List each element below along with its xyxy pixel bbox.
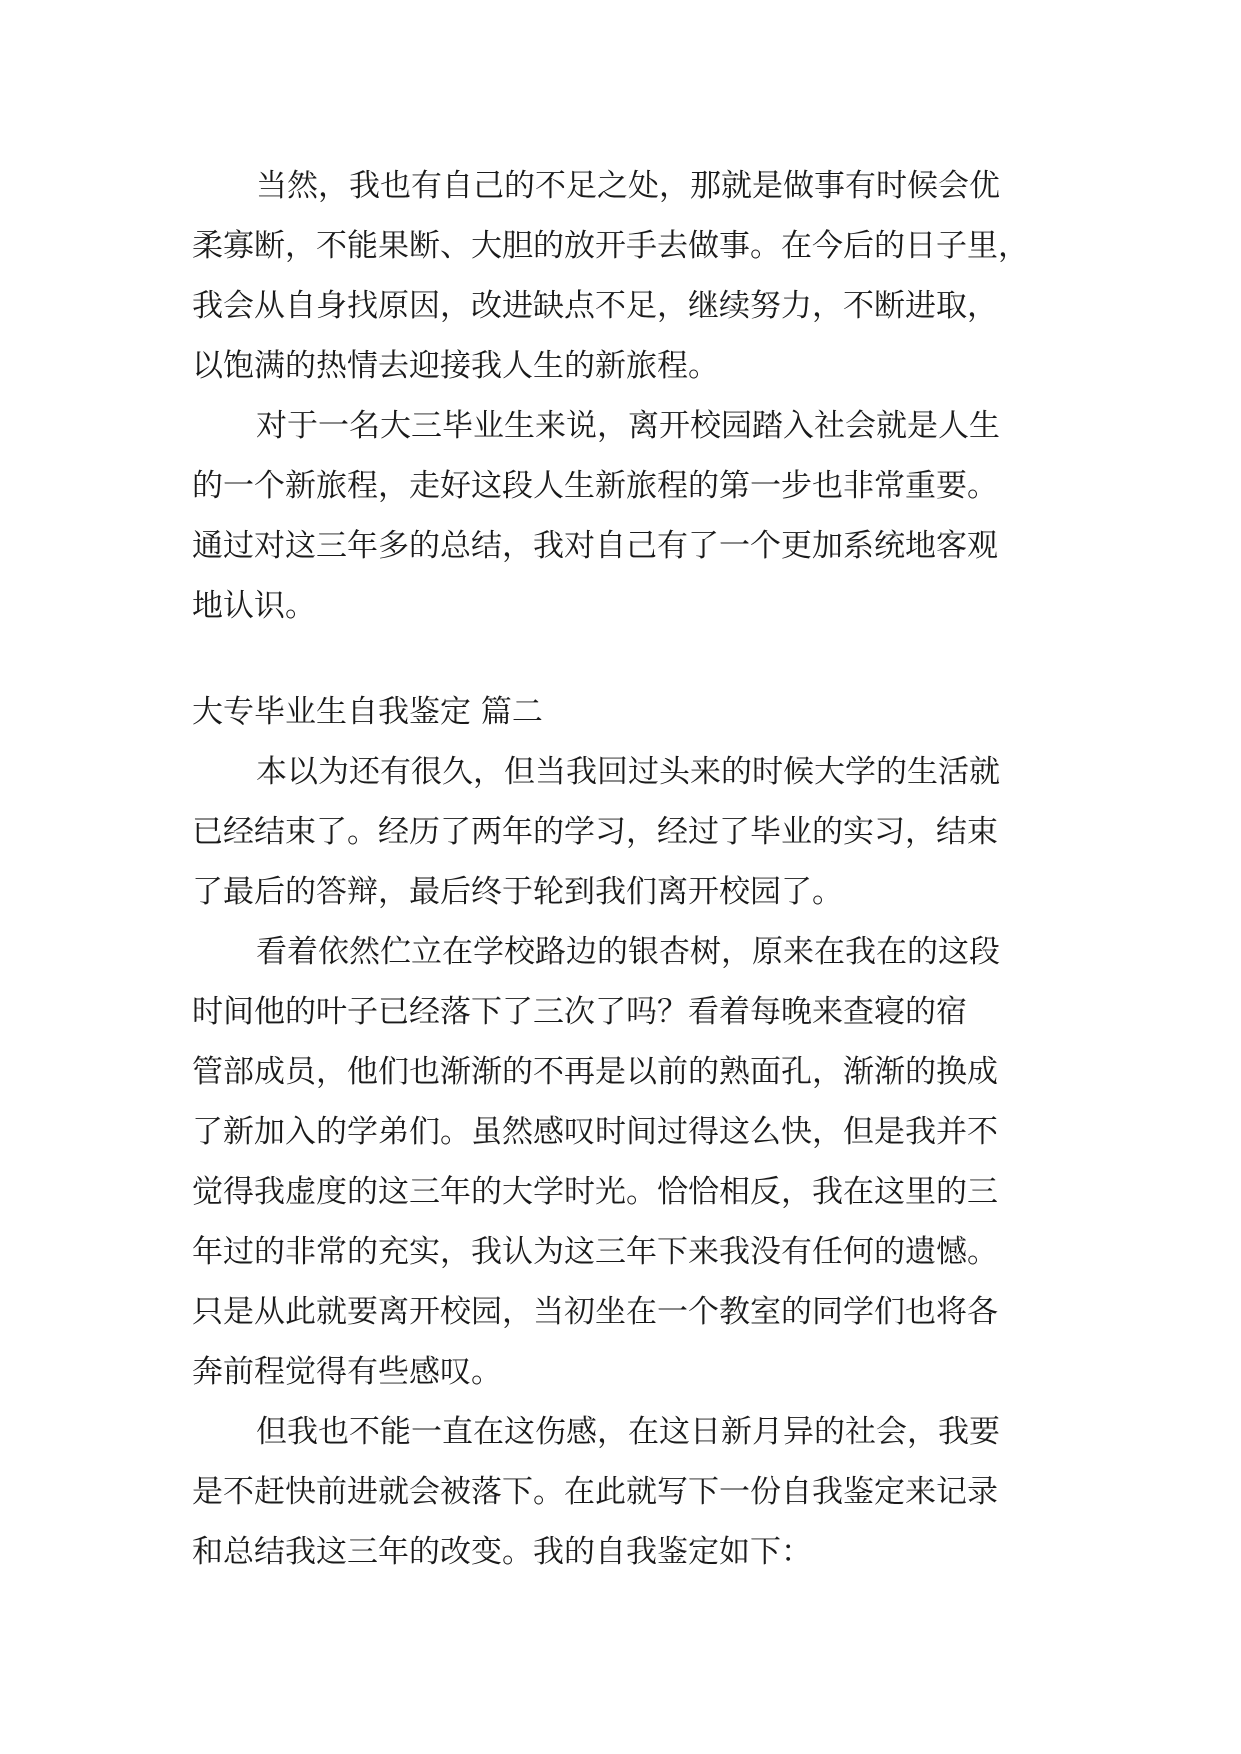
section-paragraph-2-line-7: 只是从此就要离开校园，当初坐在一个教室的同学们也将各 — [192, 1294, 998, 1330]
section-paragraph-3-line-2: 是不赶快前进就会被落下。在此就写下一份自我鉴定来记录 — [192, 1474, 998, 1510]
section-paragraph-1-line-2: 已经结束了。经历了两年的学习，经过了毕业的实习，结束 — [192, 814, 998, 850]
section-paragraph-2-line-2: 时间他的叶子已经落下了三次了吗？看着每晚来查寝的宿 — [192, 994, 967, 1030]
paragraph-1-line-2: 柔寡断，不能果断、大胆的放开手去做事。在今后的日子里， — [192, 228, 1029, 264]
paragraph-2-line-4: 地认识。 — [192, 588, 316, 624]
section-paragraph-2-line-3: 管部成员，他们也渐渐的不再是以前的熟面孔，渐渐的换成 — [192, 1054, 998, 1090]
paragraph-1-line-3: 我会从自身找原因，改进缺点不足，继续努力，不断进取， — [192, 288, 998, 324]
section-paragraph-1-line-3: 了最后的答辩，最后终于轮到我们离开校园了。 — [192, 874, 843, 910]
paragraph-2-line-3: 通过对这三年多的总结，我对自己有了一个更加系统地客观 — [192, 528, 998, 564]
paragraph-2-line-1: 对于一名大三毕业生来说，离开校园踏入社会就是人生 — [256, 408, 1000, 444]
section-paragraph-2-line-5: 觉得我虚度的这三年的大学时光。恰恰相反，我在这里的三 — [192, 1174, 998, 1210]
paragraph-1-line-4: 以饱满的热情去迎接我人生的新旅程。 — [192, 348, 719, 384]
section-paragraph-1-line-1: 本以为还有很久，但当我回过头来的时候大学的生活就 — [256, 754, 1000, 790]
section-paragraph-3-line-1: 但我也不能一直在这伤感，在这日新月异的社会，我要 — [256, 1414, 1000, 1450]
section-heading: 大专毕业生自我鉴定 篇二 — [192, 694, 543, 730]
section-paragraph-2-line-8: 奔前程觉得有些感叹。 — [192, 1354, 502, 1390]
section-paragraph-2-line-1: 看着依然伫立在学校路边的银杏树，原来在我在的这段 — [256, 934, 1000, 970]
section-paragraph-2-line-4: 了新加入的学弟们。虽然感叹时间过得这么快，但是我并不 — [192, 1114, 998, 1150]
paragraph-1-line-1: 当然，我也有自己的不足之处，那就是做事有时候会优 — [256, 168, 1000, 204]
section-paragraph-3-line-3: 和总结我这三年的改变。我的自我鉴定如下： — [192, 1534, 812, 1570]
paragraph-2-line-2: 的一个新旅程，走好这段人生新旅程的第一步也非常重要。 — [192, 468, 998, 504]
section-paragraph-2-line-6: 年过的非常的充实，我认为这三年下来我没有任何的遗憾。 — [192, 1234, 998, 1270]
